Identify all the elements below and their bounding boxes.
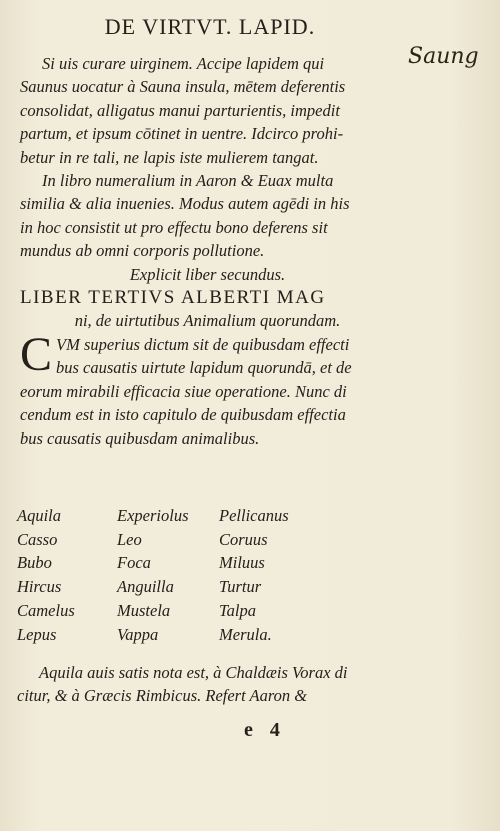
text-line: cendum est in isto capitulo de quibusdam effectia — [20, 405, 346, 425]
explicit-line: Explicit liber secundus. — [129, 264, 286, 284]
animal-name: Casso — [17, 529, 58, 549]
animal-name: Bubo — [17, 553, 52, 573]
animal-name: Coruus — [219, 529, 268, 549]
text-line: similia & alia inuenies. Modus autem agēdi in his — [20, 194, 350, 214]
chapter-opening — [20, 327, 395, 381]
text-line: consolidat, alligatus manui parturientis, impedit — [20, 100, 340, 120]
animal-name: Leo — [117, 529, 142, 549]
animal-name: Foca — [117, 553, 151, 573]
text-line: Si uis curare uirginem. Accipe lapidem qui — [42, 54, 325, 73]
animal-name: Vappa — [117, 624, 159, 644]
text-line: Saunus uocatur à Sauna insula, mētem deferentis — [20, 77, 346, 97]
book-title: LIBER TERTIVS ALBERTI MAG — [20, 287, 326, 309]
text-line: bus causatis quibusdam animalibus. — [20, 428, 260, 448]
closing-text — [17, 661, 387, 708]
main-text — [20, 52, 395, 450]
text-line: betur in re tali, ne lapis iste mulierem tangat. — [20, 147, 319, 167]
animal-list — [17, 504, 337, 646]
animal-name: Experiolus — [117, 506, 189, 525]
running-header: DE VIRTVT. LAPID. — [104, 14, 316, 39]
text-line: in hoc consistit ut pro effectu bono deferens sit — [20, 217, 328, 237]
animal-name: Hircus — [17, 577, 62, 597]
animal-name: Aquila — [17, 506, 61, 525]
drop-capital: C — [20, 327, 53, 381]
text-line: VM superius dictum sit de quibusdam effecti — [56, 334, 350, 354]
book-subtitle: ni, de uirtutibus Animalium quorundam. — [74, 311, 341, 331]
animal-name: Pellicanus — [219, 506, 289, 525]
animal-name: Turtur — [219, 577, 262, 597]
text-line: Aquila auis satis nota est, à Chaldæis Vorax di — [39, 663, 348, 682]
text-line: eorum mirabili efficacia siue operatione. Nunc di — [20, 381, 347, 401]
text-line: mundus ab omni corporis pollutione. — [20, 241, 265, 261]
animal-name: Mustela — [117, 600, 171, 620]
animal-name: Merula. — [219, 624, 272, 644]
text-line: citur, & à Græcis Rimbicus. Refert Aaron & — [17, 686, 308, 706]
animal-name: Lepus — [17, 624, 57, 644]
animal-name: Miluus — [219, 553, 265, 573]
animal-name: Anguilla — [117, 577, 174, 597]
animal-name: Camelus — [17, 600, 75, 620]
animal-name: Talpa — [219, 600, 256, 620]
text-line: bus causatis uirtute lapidum quorundā, et de — [56, 358, 352, 378]
marginal-annotation: Saung — [408, 44, 479, 69]
signature-mark: e 4 — [244, 719, 286, 741]
text-line: partum, et ipsum cōtinet in uentre. Idcirco prohi- — [20, 124, 344, 144]
text-line: In libro numeralium in Aaron & Euax multa — [42, 171, 334, 191]
